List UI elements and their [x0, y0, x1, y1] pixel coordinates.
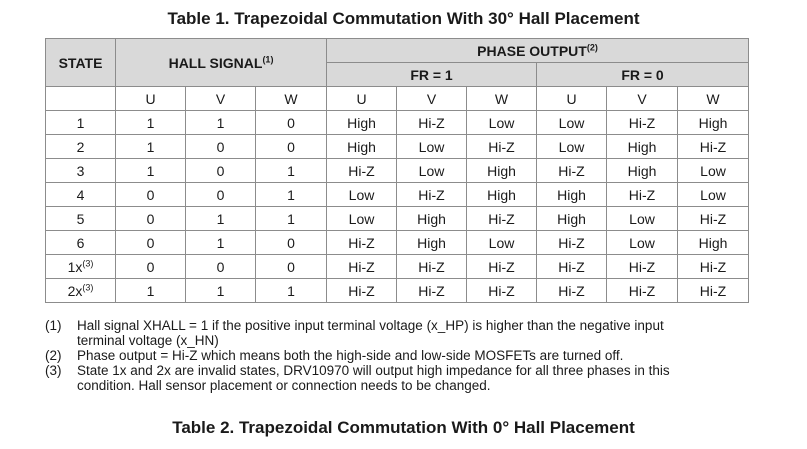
hall-cell: 1 [256, 279, 327, 303]
phase-cell: High [467, 183, 537, 207]
column-header-row [46, 87, 749, 111]
state-cell [46, 207, 116, 231]
hall-cell: 0 [186, 183, 256, 207]
phase-cell: Hi-Z [537, 255, 607, 279]
phase-output-label: PHASE OUTPUT [477, 42, 587, 59]
phase-cell: Low [537, 135, 607, 159]
hall-cell: 1 [256, 159, 327, 183]
footnote-number: (3) [45, 363, 62, 378]
state-footnote: (3) [82, 281, 94, 292]
phase-cell: Hi-Z [467, 207, 537, 231]
state-value: 1x [67, 258, 83, 275]
hall-cell: 1 [116, 159, 186, 183]
hall-cell: 1 [116, 135, 186, 159]
hall-cell: 1 [256, 183, 327, 207]
phase-cell: Low [607, 207, 678, 231]
phase-output-footnote: (2) [586, 41, 598, 52]
phase-cell: Low [467, 231, 537, 255]
phase-cell: High [607, 135, 678, 159]
phase-cell: Hi-Z [607, 279, 678, 303]
footnotes [45, 318, 765, 393]
column-header: V [186, 87, 256, 111]
phase-cell: Low [678, 183, 749, 207]
phase-cell: Hi-Z [467, 255, 537, 279]
footnote-text [77, 318, 765, 348]
state-footnote: (3) [82, 257, 94, 268]
phase-cell: Hi-Z [327, 279, 397, 303]
footnote-number: (1) [45, 318, 62, 333]
phase-cell: High [467, 159, 537, 183]
state-cell [46, 255, 116, 279]
phase-cell: Hi-Z [397, 183, 467, 207]
hall-cell: 0 [256, 135, 327, 159]
phase-cell: Hi-Z [397, 255, 467, 279]
phase-cell: Hi-Z [397, 279, 467, 303]
state-cell [46, 135, 116, 159]
phase-cell: Hi-Z [467, 135, 537, 159]
hall-cell: 0 [256, 231, 327, 255]
hall-cell: 1 [186, 279, 256, 303]
column-header: U [537, 87, 607, 111]
commutation-table [45, 38, 749, 303]
state-value: 2 [76, 138, 85, 155]
hall-cell: 0 [116, 255, 186, 279]
hall-signal-header [116, 39, 327, 87]
footnote-number: (2) [45, 348, 62, 363]
phase-cell: Low [397, 135, 467, 159]
column-header: U [116, 87, 186, 111]
hall-cell: 1 [186, 111, 256, 135]
hall-cell: 1 [116, 279, 186, 303]
state-value: 5 [76, 210, 85, 227]
phase-cell: Hi-Z [607, 183, 678, 207]
hall-cell: 1 [116, 111, 186, 135]
table1-title: Table 1. Trapezoidal Commutation With 30° Hall Placement [167, 9, 640, 28]
state-value: 6 [76, 234, 85, 251]
phase-output-header [327, 39, 749, 63]
footnote-line: Hall signal XHALL = 1 if the positive input terminal voltage (x_HP) is higher than the negative input [77, 318, 664, 333]
table-row [46, 207, 749, 231]
phase-cell: Hi-Z [327, 231, 397, 255]
state-cell [46, 231, 116, 255]
hall-cell: 0 [186, 255, 256, 279]
footnote-item [45, 318, 765, 348]
hall-signal-label: HALL SIGNAL [168, 54, 263, 71]
table-row [46, 183, 749, 207]
column-header: V [397, 87, 467, 111]
phase-cell: High [397, 207, 467, 231]
phase-cell: Hi-Z [537, 231, 607, 255]
phase-cell: Hi-Z [678, 207, 749, 231]
state-header: STATE [46, 39, 116, 87]
hall-cell: 1 [186, 231, 256, 255]
phase-cell: Hi-Z [537, 279, 607, 303]
table-row [46, 255, 749, 279]
footnote-line: condition. Hall sensor placement or connection needs to be changed. [77, 378, 491, 393]
fr1-header: FR = 1 [327, 63, 537, 87]
footnote-text [77, 363, 765, 393]
footnote-line: Phase output = Hi-Z which means both the high-side and low-side MOSFETs are turned off. [77, 348, 624, 363]
column-header: W [678, 87, 749, 111]
state-value: 4 [76, 186, 85, 203]
column-header: W [467, 87, 537, 111]
phase-cell: Low [327, 183, 397, 207]
hall-cell: 0 [256, 111, 327, 135]
phase-cell: Low [327, 207, 397, 231]
hall-cell: 0 [116, 183, 186, 207]
table-row [46, 279, 749, 303]
phase-cell: Low [397, 159, 467, 183]
footnote-item [45, 348, 765, 363]
state-value: 3 [76, 162, 85, 179]
state-cell [46, 183, 116, 207]
footnote-item [45, 363, 765, 393]
column-header-blank [46, 87, 116, 111]
phase-cell: Hi-Z [607, 111, 678, 135]
state-cell [46, 279, 116, 303]
hall-cell: 0 [186, 135, 256, 159]
phase-cell: High [537, 207, 607, 231]
phase-cell: Hi-Z [678, 135, 749, 159]
phase-cell: Low [537, 111, 607, 135]
phase-cell: Hi-Z [678, 255, 749, 279]
column-header: W [256, 87, 327, 111]
phase-cell: High [678, 111, 749, 135]
table-row [46, 231, 749, 255]
phase-cell: High [678, 231, 749, 255]
table-row [46, 159, 749, 183]
phase-cell: Hi-Z [397, 111, 467, 135]
column-header: V [607, 87, 678, 111]
table2-title: Table 2. Trapezoidal Commutation With 0° Hall Placement [172, 418, 635, 437]
state-value: 2x [67, 282, 83, 299]
phase-cell: High [537, 183, 607, 207]
phase-cell: High [327, 135, 397, 159]
state-cell [46, 111, 116, 135]
hall-cell: 1 [256, 207, 327, 231]
footnote-text [77, 348, 765, 363]
column-header: U [327, 87, 397, 111]
hall-cell: 0 [186, 159, 256, 183]
phase-cell: Low [467, 111, 537, 135]
phase-cell: Hi-Z [327, 159, 397, 183]
table-row [46, 111, 749, 135]
hall-signal-footnote: (1) [262, 53, 274, 64]
phase-cell: Hi-Z [327, 255, 397, 279]
state-cell [46, 159, 116, 183]
phase-cell: Hi-Z [467, 279, 537, 303]
phase-cell: Hi-Z [607, 255, 678, 279]
phase-cell: High [607, 159, 678, 183]
footnote-line: terminal voltage (x_HN) [77, 333, 219, 348]
phase-cell: High [327, 111, 397, 135]
hall-cell: 0 [116, 207, 186, 231]
phase-cell: Low [678, 159, 749, 183]
phase-cell: Low [607, 231, 678, 255]
footnote-line: State 1x and 2x are invalid states, DRV10970 will output high impedance for all three phases in this [77, 363, 670, 378]
fr0-header: FR = 0 [537, 63, 749, 87]
phase-cell: Hi-Z [537, 159, 607, 183]
phase-cell: Hi-Z [678, 279, 749, 303]
phase-cell: High [397, 231, 467, 255]
hall-cell: 0 [256, 255, 327, 279]
hall-cell: 0 [116, 231, 186, 255]
hall-cell: 1 [186, 207, 256, 231]
table-row [46, 135, 749, 159]
state-value: 1 [76, 114, 85, 131]
